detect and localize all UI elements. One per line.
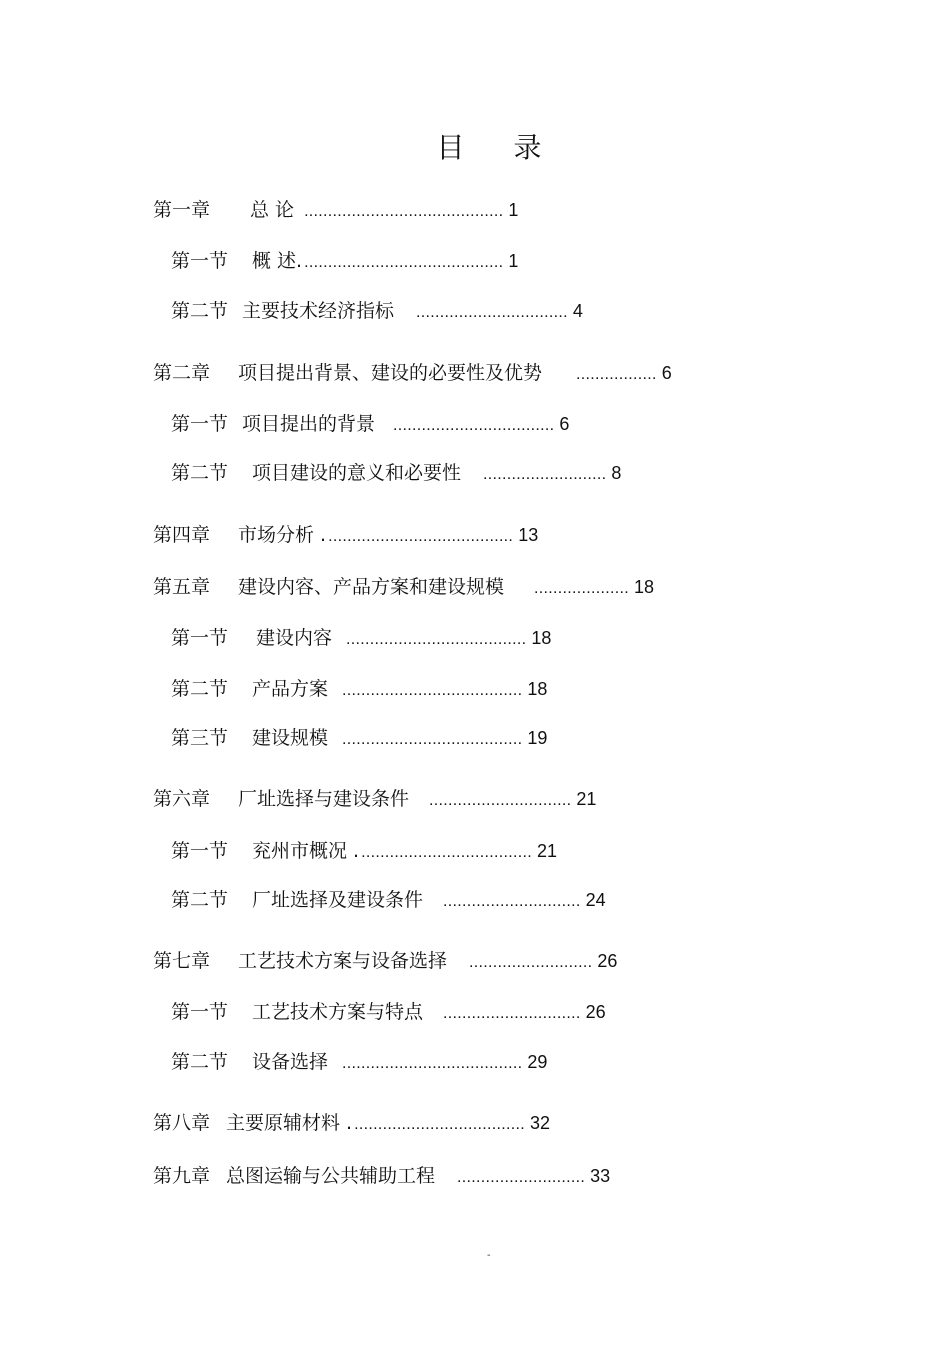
toc-entry-page: 26: [597, 951, 618, 971]
toc-entry[interactable]: [153, 359, 672, 389]
toc-entry-title: 产品方案: [252, 678, 329, 700]
toc-entry-page: 24: [585, 890, 606, 910]
toc-entry[interactable]: [153, 1162, 610, 1192]
toc-entry-label: 第一节: [171, 413, 229, 435]
toc-entry-title: 工艺技术方案与特点: [252, 1001, 424, 1023]
toc-entry-leader: ......................................: [342, 682, 523, 699]
toc-entry-page: 21: [536, 841, 557, 861]
toc-entry-leader: ..........................................: [304, 203, 504, 220]
toc-entry-page: 1: [508, 251, 519, 271]
toc-entry-page: 6: [661, 363, 672, 383]
toc-entry[interactable]: [171, 837, 557, 867]
toc-entry-label: 第二节: [171, 889, 229, 911]
toc-entry-leader: ....................................: [361, 844, 532, 861]
toc-entry-title: 主要技术经济指标: [242, 300, 395, 322]
toc-entry[interactable]: [171, 247, 518, 277]
toc-entry-title: 工艺技术方案与设备选择: [238, 950, 448, 972]
page-title: 目 录: [436, 131, 562, 164]
toc-entry-title: 建设规模: [252, 727, 329, 749]
toc-entry-page: 18: [527, 679, 548, 699]
toc-entry-page: 6: [559, 414, 570, 434]
toc-entry-label: 第一节: [171, 250, 229, 272]
toc-entry-label: 第八章: [153, 1112, 211, 1134]
toc-entry-title: 项目提出背景、建设的必要性及优势: [238, 362, 543, 384]
toc-entry-page: 29: [527, 1052, 548, 1072]
toc-entry[interactable]: [153, 947, 617, 977]
toc-entry-leader: ................................: [416, 304, 568, 321]
toc-entry-page: 4: [572, 301, 583, 321]
toc-entry-page: 18: [531, 628, 552, 648]
toc-entry[interactable]: [171, 297, 583, 327]
toc-entry-label: 第一节: [171, 840, 229, 862]
toc-entry[interactable]: [171, 410, 569, 440]
toc-entry-leader: .............................: [443, 1005, 581, 1022]
toc-entry-leader: ....................................: [354, 1116, 525, 1133]
toc-entry-leader: .............................: [443, 893, 581, 910]
toc-entry[interactable]: [171, 624, 551, 654]
toc-entry-label: 第一节: [171, 1001, 229, 1023]
toc-entry-title: 建设内容、产品方案和建设规模: [238, 576, 505, 598]
toc-entry-leader: ...........................: [457, 1169, 586, 1186]
toc-entry[interactable]: [171, 1048, 547, 1078]
toc-entry-page: 18: [633, 577, 654, 597]
toc-entry-label: 第一章: [153, 199, 211, 221]
toc-entry-leader: ......................................: [342, 1055, 523, 1072]
toc-entry-page: 26: [585, 1002, 606, 1022]
toc-entry[interactable]: [171, 998, 606, 1028]
toc-entry-page: 32: [529, 1113, 550, 1133]
toc-entry-label: 第二章: [153, 362, 211, 384]
toc-entry-label: 第六章: [153, 788, 211, 810]
toc-entry-title: 项目建设的意义和必要性: [252, 462, 462, 484]
toc-entry[interactable]: [153, 785, 596, 815]
toc-entry-page: 13: [518, 525, 539, 545]
toc-entry-title: 厂址选择与建设条件: [238, 788, 410, 810]
toc-entry[interactable]: [171, 675, 547, 705]
toc-entry[interactable]: [153, 573, 654, 603]
toc-entry-title: 设备选择: [252, 1051, 329, 1073]
toc-entry-label: 第二节: [171, 462, 229, 484]
toc-entry-label: 第二节: [171, 678, 229, 700]
toc-entry-label: 第一节: [171, 627, 229, 649]
toc-entry[interactable]: [171, 459, 621, 489]
toc-entry[interactable]: [171, 886, 606, 916]
toc-entry-title: 厂址选择及建设条件: [252, 889, 424, 911]
toc-entry[interactable]: [153, 196, 518, 226]
toc-entry-leader: ..........................: [483, 466, 607, 483]
page-footer-mark: -: [487, 1250, 491, 1261]
toc-entry-title: 项目提出的背景: [242, 413, 376, 435]
toc-entry-leader: .................: [576, 366, 657, 383]
toc-entry-title: 总图运输与公共辅助工程: [226, 1165, 436, 1187]
toc-entry[interactable]: [153, 1109, 550, 1139]
toc-entry-title: 建设内容: [256, 627, 333, 649]
toc-entry-leader: ..............................: [429, 792, 572, 809]
toc-entry-label: 第九章: [153, 1165, 211, 1187]
toc-entry-title: 市场分析 .: [238, 524, 327, 546]
toc-entry-leader: ..........................: [469, 954, 593, 971]
toc-entry-label: 第二节: [171, 1051, 229, 1073]
toc-entry-title: 概 述.: [252, 250, 303, 272]
toc-entry-title: 总 论: [250, 199, 295, 221]
toc-entry-leader: ......................................: [346, 631, 527, 648]
toc-entry-page: 33: [590, 1166, 611, 1186]
toc-entry-label: 第二节: [171, 300, 229, 322]
toc-entry-leader: ..........................................: [304, 254, 504, 271]
toc-entry-leader: ..................................: [393, 417, 555, 434]
toc-entry-label: 第三节: [171, 727, 229, 749]
toc-entry-title: 兖州市概况 .: [252, 840, 360, 862]
toc-entry-leader: .......................................: [328, 528, 514, 545]
toc-entry-leader: ......................................: [342, 731, 523, 748]
toc-entry-label: 第四章: [153, 524, 211, 546]
toc-entry-label: 第七章: [153, 950, 211, 972]
toc-entry-label: 第五章: [153, 576, 211, 598]
toc-entry-leader: ....................: [534, 580, 629, 597]
toc-entry-title: 主要原辅材料 .: [226, 1112, 353, 1134]
toc-entry-page: 19: [527, 728, 548, 748]
toc-entry[interactable]: [153, 521, 538, 551]
toc-entry-page: 8: [611, 463, 622, 483]
toc-entry[interactable]: [171, 724, 547, 754]
toc-entry-page: 1: [508, 200, 519, 220]
toc-entry-page: 21: [576, 789, 597, 809]
